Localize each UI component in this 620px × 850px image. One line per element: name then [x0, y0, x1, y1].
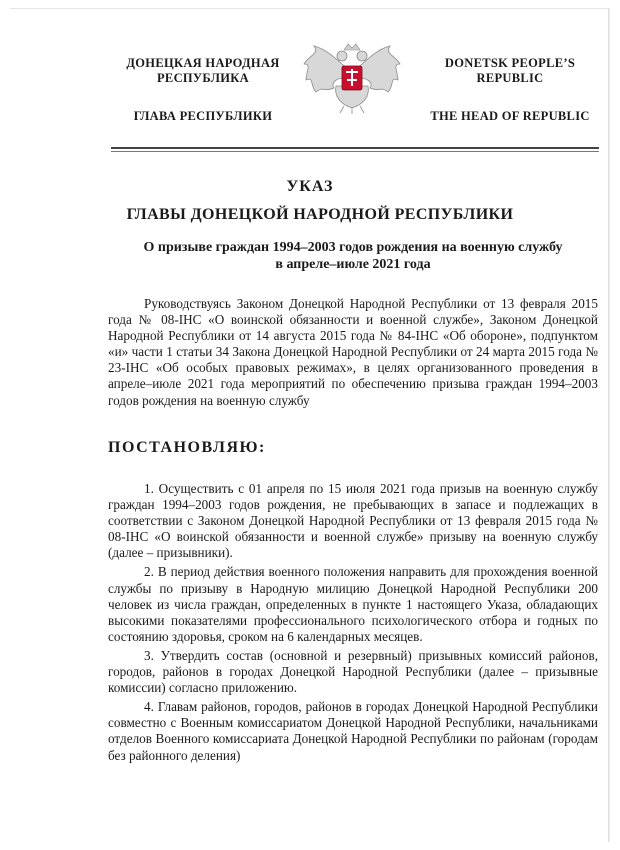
clause-paragraph: 1. Осуществить с 01 апреля по 15 июля 2021 года призыв на военную службу граждан 1994–2003 годов рождения, не пребывающих в запасе и подлежащих в соответствии с Законом Донецкой Народной Республики от 13 февраля 2015 года № 08-IНС «О воинской обязанности и военной службе» призыву на военную службу (далее – призывники). — [108, 481, 598, 561]
double-headed-eagle-emblem-icon — [300, 42, 404, 114]
document-type-title: УКАЗ — [286, 178, 334, 195]
clauses-list — [108, 481, 598, 767]
header-right-line1: DONETSK PEOPLE’S — [444, 56, 576, 70]
header-left-line1: ДОНЕЦКАЯ НАРОДНАЯ — [126, 56, 280, 70]
header-divider-thin — [111, 151, 599, 152]
header-divider-thick — [111, 147, 599, 149]
subject-line1: О призыве граждан 1994–2003 годов рождения на военную службу — [143, 240, 563, 255]
decree-heading: ПОСТАНОВЛЯЮ: — [108, 439, 266, 456]
header-right-line2: REPUBLIC — [476, 71, 544, 85]
document-issuer-title: ГЛАВЫ ДОНЕЦКОЙ НАРОДНОЙ РЕСПУБЛИКИ — [126, 206, 514, 223]
header-right — [422, 56, 598, 124]
document-subject — [108, 239, 598, 273]
page-edge-right — [608, 8, 610, 842]
preamble-paragraph: Руководствуясь Законом Донецкой Народной Республики от 13 февраля 2015 года № 08-IНС «О воинской обязанности и военной службе», Законом Донецкой Народной Республики от 14 августа 2015 года № 84-IНС «Об обороне», подпунктом «и» части 1 статьи 34 Закона Донецкой Народной Республики от 24 марта 2015 года № 23-IНС «Об особых правовых режимах», в целях организованного проведения в апреле–июле 2021 года мероприятий по обеспечению призыва граждан 1994–2003 годов рождения на военную службу — [108, 296, 598, 408]
clause-paragraph: 2. В период действия военного положения направить для прохождения военной службы по призыву в Народную милицию Донецкой Народной Республики 200 человек из числа граждан, определенных в пункте 1 настоящего Указа, обладающих высокими показателями профессионального психологического отбора и годных по состоянию здоровья, сроком на 6 календарных месяцев. — [108, 564, 598, 644]
header-left-sub: ГЛАВА РЕСПУБЛИКИ — [133, 109, 273, 123]
clause-paragraph: 4. Главам районов, городов, районов в городах Донецкой Народной Республики совместно с Военным комиссариатом Донецкой Народной Республики, начальниками отделов Военного комиссариата Донецкой Народной Республики по районам (городам без районного деления) — [108, 699, 598, 763]
header-left — [108, 56, 298, 124]
subject-line2: в апреле–июле 2021 года — [275, 257, 431, 272]
header-left-line2: РЕСПУБЛИКА — [157, 71, 249, 85]
header-right-sub: THE HEAD OF REPUBLIC — [430, 109, 590, 123]
clause-paragraph: 3. Утвердить состав (основной и резервный) призывных комиссий районов, городов, районов в городах Донецкой Народной Республики (далее – призывные комиссии) согласно приложению. — [108, 647, 598, 696]
page-edge-top — [10, 8, 608, 9]
